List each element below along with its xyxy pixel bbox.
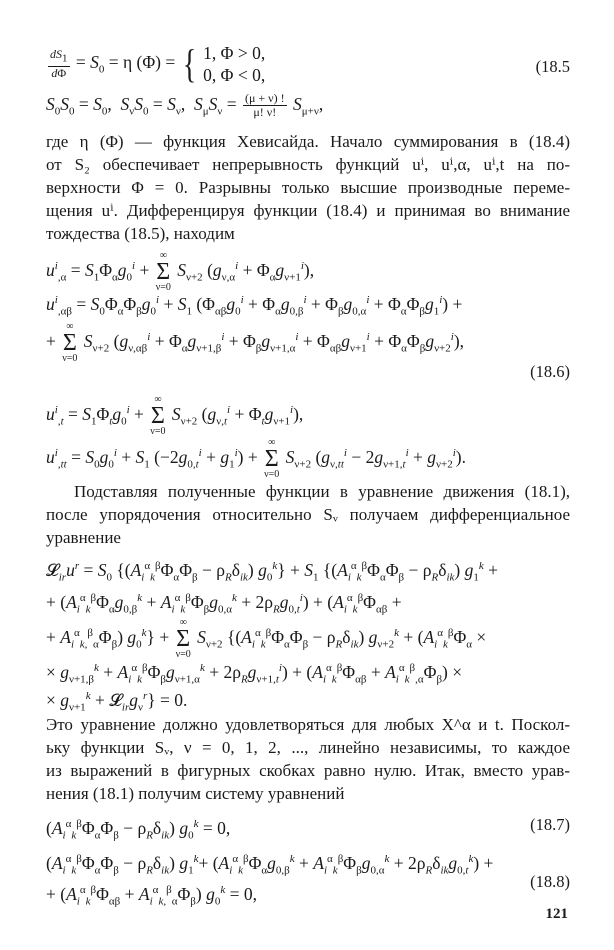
equation-number-18-7: (18.7) xyxy=(530,815,570,834)
paragraph-2-line-2: после упорядочения относительно Sᵥ получаем дифференциальное xyxy=(46,505,570,524)
heaviside-case-positive: 1, Φ > 0, xyxy=(203,43,266,63)
equation-system-2: $(A_i^\alpha_k^\beta\Phi_\alpha\Phi_\beta - \rho_R\delta_{ik})$ $g_1^k+ (A_i^\alpha_k^\beta\Phi_\alpha g_{0,\beta}^k + A_i^\alpha_k^\beta\Phi_\beta g_{0,\alpha}^k + 2\rho_R\delta_{ik}g_{0,t}^k)$ + xyxy=(46,852,494,877)
equation-motion-3: + $A_i^\alpha_{k,}^\beta_\alpha\Phi_\beta$) $g_0^k$} + ∞ Σ ν=0 $S_{\nu+2}$ {$(A_i^\alpha_k^\beta\Phi_\alpha\Phi_\beta - \rho_R\delta_{ik}) g_{\nu+2}^k + (A_i^\alpha_k^\beta\Phi_\alpha$ × xyxy=(46,617,487,660)
paragraph-2-line-3: уравнение xyxy=(46,528,121,547)
equation-number-18-8: (18.8) xyxy=(530,872,570,891)
paragraph-3-line-4: нения (18.1) получим систему уравнений xyxy=(46,784,345,803)
equation-motion-2: + $(A_i^\alpha_k^\beta\Phi_\alpha g_{0,\beta}^k + A_i^\alpha_k^\beta\Phi_\beta g_{0,\alpha}^k + 2\rho_Rg_{0,t}^i) + (A_i^\alpha_k^\beta\Phi_{\alpha\beta}$ + xyxy=(46,591,402,616)
paragraph-3-line-3: из выражений в фигурных скобках равно нулю. Итак, вместо урав- xyxy=(46,761,570,780)
paragraph-1-line-2: от S₂ обеспечивает непрерывность функций uⁱ, uⁱ,α, uⁱ,t на по- xyxy=(46,155,570,174)
equation-u-alpha-beta-1: $u^i_{,\alpha\beta} = S_0\Phi_\alpha\Phi_\beta g_0^i + S_1$ $(\Phi_{\alpha\beta}g_0^i + \Phi_\alpha g_{0,\beta}^i + \Phi_\beta g_{0,\alpha}^i + \Phi_\alpha\Phi_\beta g_1^i)$ + xyxy=(46,293,463,318)
equation-u-alpha: $u^i_{,\alpha} = S_1\Phi_\alpha g_0^i$ + ∞ Σ ν=0 $S_{\nu+2}$ $(g_{\nu,\alpha}^i + \Phi_\alpha g_{\nu+1}^i)$, xyxy=(46,250,315,293)
page-number: 121 xyxy=(545,906,568,922)
equation-products: $S_0S_0 = S_0$, $S_\nu S_0 = S_\nu$, $S_\mu S_\nu$ = $\frac{(\mu + \nu) !}{\mu! \nu!}$ $S_{\mu+\nu}$, xyxy=(46,91,324,120)
equation-heaviside: $\frac{dS_1}{d\Phi}$ = $S_0 = \eta$ (Φ) = { 1, Φ > 0, 0, Φ < 0, xyxy=(50,41,266,86)
equation-motion-4: × $g_{\nu+1,\beta}^k + A_i^\alpha_k^\beta\Phi_\beta g_{\nu+1,\alpha}^k + 2\rho_Rg_{\nu+1,t}^i) + (A_i^\alpha_k^\beta\Phi_{\alpha\beta} + A_i^\alpha_k^\beta_{,\alpha}\Phi_\beta)$ × xyxy=(46,661,463,686)
heaviside-case-negative: 0, Φ < 0, xyxy=(203,65,266,85)
paragraph-3-line-1: Это уравнение должно удовлетворяться для любых X^α и t. Поскол- xyxy=(46,715,570,734)
equation-motion-1: $𝓛_{ir}u^r = S_0$ $\{(A_i^\alpha_k^\beta\Phi_\alpha\Phi_\beta - \rho_R\delta_{ik}) g_0^k\} + S_1$ {$(A_i^\alpha_k^\beta\Phi_\alpha\Phi_\beta - \rho_R\delta_{ik}) g_1^k$ + xyxy=(46,559,499,584)
equation-u-alpha-beta-2: + ∞ Σ ν=0 $S_{\nu+2}$ $(g_{\nu,\alpha\beta}^i + \Phi_\alpha g_{\nu+1,\beta}^i + \Phi_\beta g_{\nu+1,\alpha}^i + \Phi_{\alpha\beta}g_{\nu+1}^i + \Phi_\alpha\Phi_\beta g_{\nu+2}^i)$, xyxy=(46,321,465,364)
paragraph-1-line-3: верхности Φ = 0. Разрывны только высшие производные переме- xyxy=(46,178,570,197)
paragraph-1-line-5: тождества (18.5), находим xyxy=(46,224,235,243)
equation-motion-5: × $g_{\nu+1}^k$ + $𝓛_{ir}g_\nu^r\} = 0$. xyxy=(46,689,188,714)
paragraph-1-line-4: щения uⁱ. Дифференцируя функции (18.4) и принимая во внимание xyxy=(46,201,570,220)
equation-system-1: $(A_i^\alpha_k^\beta\Phi_\alpha\Phi_\beta - \rho_R\delta_{ik}) g_0^k = 0$, xyxy=(46,817,231,842)
equation-u-t: $u^i_{,t} = S_1\Phi_tg_0^i$ + ∞ Σ ν=0 $S_{\nu+2}$ $(g_{\nu,t}^i + \Phi_tg_{\nu+1}^i)$, xyxy=(46,394,304,437)
equation-u-tt: $u^i_{,tt} = S_0g_0^i + S_1$ $(-2g_{0,t}^i + g_1^i)$ + ∞ Σ ν=0 $S_{\nu+2}$ $(g_{\nu,tt}^i - 2g_{\nu+1,t}^i + g_{\nu+2}^i)$. xyxy=(46,437,466,480)
paragraph-3-line-2: ьку функции Sᵥ, ν = 0, 1, 2, ..., линейно независимы, то каждое xyxy=(46,738,570,757)
paragraph-2-line-1: Подставляя полученные функции в уравнение движения (18.1), xyxy=(74,482,570,501)
paragraph-1-line-1: где η (Φ) — функция Хевисайда. Начало суммирования в (18.4) xyxy=(46,132,570,151)
equation-number-18-5: (18.5 xyxy=(535,57,570,76)
equation-number-18-6: (18.6) xyxy=(530,362,570,381)
equation-system-3: + $(A_i^\alpha_k^\beta\Phi_{\alpha\beta} + A_i^\alpha_{k,}^\beta_\alpha\Phi_\beta) g_0^k = 0$, xyxy=(46,883,257,908)
